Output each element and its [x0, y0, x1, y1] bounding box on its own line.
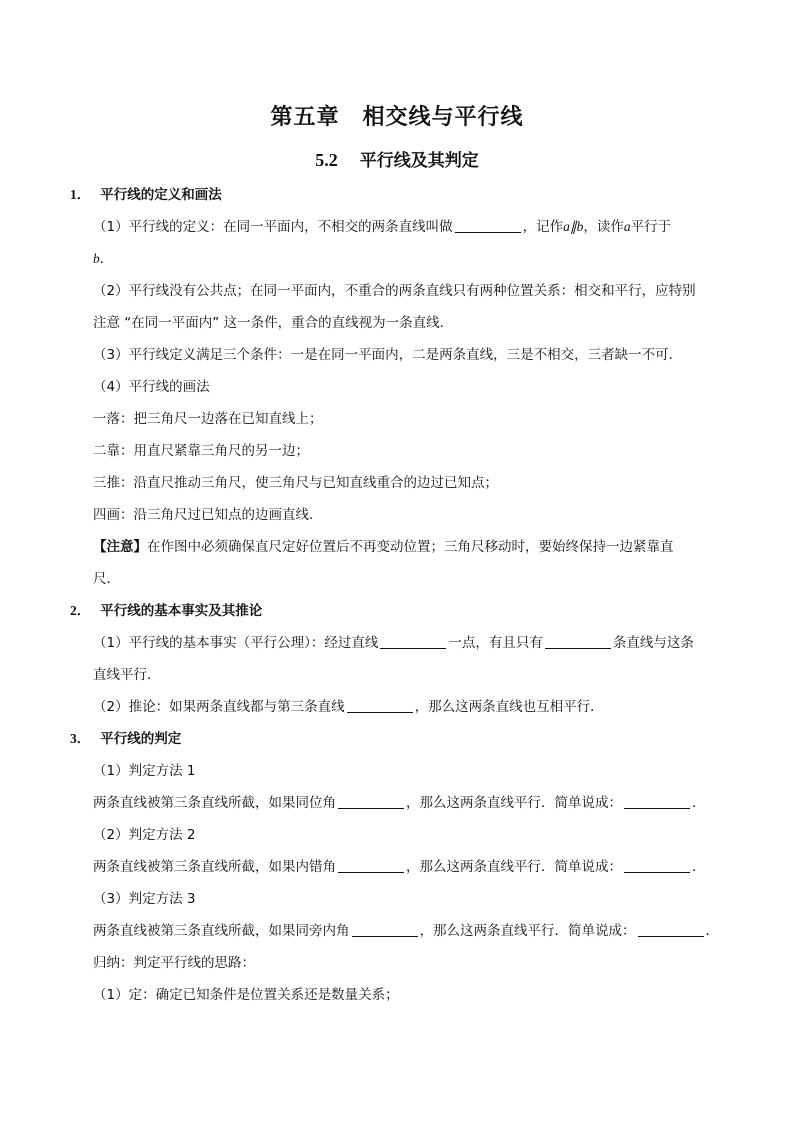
s2-paragraph-1-cont: 直线平行．: [93, 667, 161, 683]
heading-3: [70, 729, 181, 749]
fill-blank[interactable]: [338, 794, 404, 809]
fill-blank[interactable]: [380, 634, 446, 649]
text: 平行于: [630, 219, 672, 235]
s1-paragraph-1: [93, 217, 671, 237]
heading-2: [70, 601, 262, 621]
s1-paragraph-3: （3）平行线定义满足三个条件：一是在同一平面内，二是两条直线，三是不相交，三者缺一不可．: [93, 347, 683, 363]
heading-3-text: 平行线的判定: [100, 731, 182, 747]
note-tag: 【注意】: [93, 539, 147, 555]
math-variable: b: [93, 251, 100, 266]
method-3-text: [93, 921, 719, 941]
section-title: [0, 146, 794, 171]
heading-2-text: 平行线的基本事实及其推论: [100, 603, 263, 619]
note: [93, 537, 674, 557]
text: 一点，有且只有: [448, 635, 543, 651]
heading-1-text: 平行线的定义和画法: [100, 187, 222, 203]
fill-blank[interactable]: [338, 858, 404, 873]
summary: 归纳：判定平行线的思路：: [93, 955, 255, 971]
fill-blank[interactable]: [545, 634, 611, 649]
method-2-text: [93, 857, 706, 877]
text: 两条直线被第三条直线所截，如果同位角: [93, 795, 336, 811]
s1-paragraph-2-cont: 注意 “在同一平面内” 这一条件，重合的直线视为一条直线．: [93, 315, 454, 331]
fill-blank[interactable]: [638, 922, 704, 937]
s1-paragraph-1-cont: [93, 249, 113, 269]
text: ，那么这两条直线平行．简单说成：: [419, 923, 636, 939]
text: ，记作: [522, 219, 564, 235]
summary-item-1: （1）定：确定已知条件是位置关系还是数量关系；: [93, 987, 399, 1003]
text: （1）平行线的定义：在同一平面内，不相交的两条直线叫做: [93, 219, 453, 235]
fill-blank[interactable]: [455, 218, 521, 233]
chapter-title: 第五章 相交线与平行线: [270, 105, 524, 130]
text: ，那么这两条直线也互相平行．: [414, 699, 604, 715]
text: ．: [99, 251, 114, 267]
step-3: 三推：沿直尺推动三角尺，使三角尺与已知直线重合的边过已知点；: [93, 475, 498, 491]
step-1: 一落：把三角尺一边落在已知直线上；: [93, 411, 323, 427]
method-1-title: （1）判定方法 1: [93, 763, 196, 779]
text: ，那么这两条直线平行．简单说成：: [406, 859, 622, 875]
note-cont: 尺．: [93, 571, 120, 587]
section-name: 平行线及其判定: [359, 151, 479, 171]
step-4: 四画：沿三角尺过已知点的边画直线．: [93, 507, 323, 523]
s2-paragraph-2: [93, 697, 604, 717]
method-2-title: （2）判定方法 2: [93, 827, 196, 843]
text: ．: [705, 923, 719, 939]
fill-blank[interactable]: [624, 858, 690, 873]
s2-paragraph-1: [93, 633, 694, 653]
heading-1: [70, 185, 222, 205]
fill-blank[interactable]: [624, 794, 690, 809]
text: 两条直线被第三条直线所截，如果同旁内角: [93, 923, 350, 939]
s1-paragraph-2: （2）平行线没有公共点；在同一平面内，不重合的两条直线只有两种位置关系：相交和平行，应特别: [93, 283, 696, 299]
text: （1）平行线的基本事实（平行公理）：经过直线: [93, 635, 379, 651]
text: （2）推论：如果两条直线都与第三条直线: [93, 699, 345, 715]
fill-blank[interactable]: [352, 922, 418, 937]
s1-paragraph-4: （4）平行线的画法: [93, 379, 210, 395]
math-expression: a∥b: [563, 219, 584, 234]
heading-3-number: 3．: [70, 731, 91, 746]
heading-2-number: 2．: [70, 603, 91, 618]
step-2: 二靠：用直尺紧靠三角尺的另一边；: [93, 443, 309, 459]
text: ．: [692, 859, 706, 875]
text: 两条直线被第三条直线所截，如果内错角: [93, 859, 336, 875]
math-variable: a: [623, 219, 631, 234]
method-3-title: （3）判定方法 3: [93, 891, 196, 907]
method-1-text: [93, 793, 706, 813]
fill-blank[interactable]: [347, 698, 413, 713]
text: ．: [692, 795, 706, 811]
text: ，那么这两条直线平行．简单说成：: [406, 795, 622, 811]
text: 条直线与这条: [612, 635, 694, 651]
text: ，读作: [583, 219, 624, 235]
section-number: 5.2: [315, 150, 338, 170]
note-text: 在作图中必须确保直尺定好位置后不再变动位置；三角尺移动时，要始终保持一边紧靠直: [147, 539, 674, 555]
heading-1-number: 1．: [70, 187, 91, 202]
